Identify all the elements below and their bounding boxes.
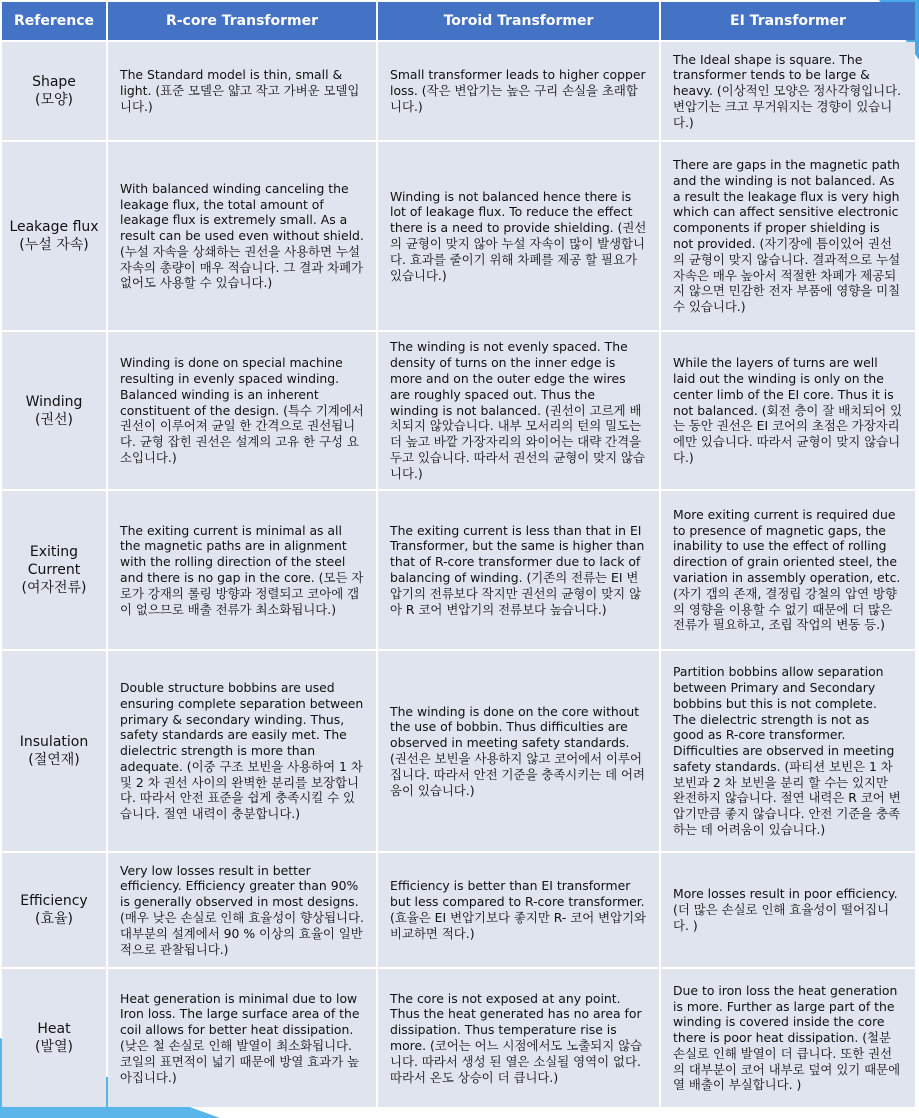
toroid-cell: The winding is not evenly spaced. The density of turns on the inner edge is more and on the outer edge the wires are roughly spaced out. Thus the winding is not balanced. (권선이 고르게 배치되지 않았습니다. 내부 모서리의 턴의 밀도는 더 높고 바깥 가장자리의 와이어는 대략 간격을두고 있습니다. 따라서 권선의 균형이 맞지 않습니다.) (378, 332, 659, 489)
header-rcore: R-core Transformer (108, 2, 376, 40)
rcore-cell: Winding is done on special machine resulting in evenly spaced winding. Balanced winding is an inherent constituent of the design. (특수 기계에서 권선이 이루어져 균일 한 간격으로 권선됩니다. 균형 잡힌 권선은 설계의 고유 한 구성 요소입니다.) (108, 332, 376, 489)
table-row-leakage-flux (2, 142, 915, 330)
reference-label-ko: (절연재) (28, 752, 80, 768)
header-reference: Reference (2, 2, 106, 40)
toroid-cell: The core is not exposed at any point. Thus the heat generated has no area for dissipation. Thus temperature rise is more. (코어는 어느 시점에서도 노출되지 않습니다. 따라서 생성 된 열은 소실될 영역이 없다. 따라서 온도 상승이 더 큽니다.) (378, 969, 659, 1107)
rcore-cell: Double structure bobbins are used ensuring complete separation between primary & secondary winding. Thus, safety standards are easily met. The dielectric strength is more than adequate. (이중 구조 보빈을 사용하여 1 차 및 2 차 권선 사이의 완벽한 분리를 보장합니다. 따라서 안전 표준을 쉽게 충족시킬 수 있습니다. 절연 내력이 충분합니다.) (108, 651, 376, 851)
ei-cell: There are gaps in the magnetic path and the winding is not balanced. As a result the leakage flux is very high which can affect sensitive electronic components if proper shielding is not provided. (자기장에 틈이있어 권선의 균형이 맞지 않습니다. 결과적으로 누설 자속은 매우 높아서 적절한 차폐가 제공되지 않으면 민감한 전자 부품에 영향을 미칠 수 있습니다.) (661, 142, 915, 330)
reference-cell (2, 42, 106, 140)
rcore-cell: The exiting current is minimal as all the magnetic paths are in alignment with the rolling direction of the steel and there is no gap in the core. (모든 자로가 강재의 롤링 방향과 정렬되고 코아에 갭이 없으므로 배출 전류가 최소화됩니다.) (108, 491, 376, 649)
ei-cell: More losses result in poor efficiency. (더 많은 손실로 인해 효율성이 떨어집니다. ) (661, 853, 915, 967)
table-row-efficiency (2, 853, 915, 967)
toroid-cell: The exiting current is less than that in EI Transformer, but the same is higher than that of R-core transformer due to lack of balancing of winding. (기존의 전류는 EI 변압기의 전류보다 작지만 권선의 균형이 맞지 않아 R 코어 변압기의 전류보다 높습니다.) (378, 491, 659, 649)
reference-label: Efficiency (20, 893, 88, 909)
table-row-heat (2, 969, 915, 1107)
ei-cell: The Ideal shape is square. The transformer tends to be large & heavy. (이상적인 모양은 정사각형입니다. 변압기는 크고 무거워지는 경향이 있습니다.) (661, 42, 915, 140)
reference-label-ko: (발열) (35, 1039, 73, 1055)
ei-cell: Partition bobbins allow separation between Primary and Secondary bobbins but this is not complete. The dielectric strength is not as good as R-core transformer. Difficulties are observed in meeting safety standards. (파티션 보빈은 1 차 보빈과 2 차 보빈을 분리 할 수는 있지만 완전하지 않습니다. 절연 내력은 R 코어 변압기만큼 좋지 않습니다. 안전 기준을 충족하는 데 어려움이 있습니다.) (661, 651, 915, 851)
rcore-cell: Heat generation is minimal due to low Iron loss. The large surface area of the coil allows for better heat dissipation. (낮은 철 손실로 인해 발열이 최소화됩니다. 코일의 표면적이 넓기 때문에 방열 효과가 높아집니다.) (108, 969, 376, 1107)
ei-cell: More exiting current is required due to presence of magnetic gaps, the inability to use the effect of rolling direction of grain oriented steel, the variation in assembly operation, etc. (자기 갭의 존재, 결정립 강철의 압연 방향의 영향을 이용할 수 없기 때문에 더 많은 전류가 필요하고, 조립 작업의 변동 등.) (661, 491, 915, 649)
reference-cell (2, 142, 106, 330)
reference-cell (2, 969, 106, 1107)
toroid-cell: Winding is not balanced hence there is lot of leakage flux. To reduce the effect there is a need to provide shielding. (권선의 균형이 맞지 않아 누설 자속이 많이 발생합니다. 효과를 줄이기 위해 차폐를 제공 할 필요가 있습니다.) (378, 142, 659, 330)
reference-cell (2, 651, 106, 851)
table-row-winding (2, 332, 915, 489)
rcore-cell: With balanced winding canceling the leakage flux, the total amount of leakage flux is extremely small. As a result can be used even without shield. (누설 자속을 상쇄하는 권선을 사용하면 누설 자속의 총량이 매우 적습니다. 그 결과 차폐가 없어도 사용할 수 있습니다.) (108, 142, 376, 330)
table-row-insulation (2, 651, 915, 851)
reference-label: Insulation (19, 734, 89, 750)
rcore-cell: Very low losses result in better efficiency. Efficiency greater than 90% is generally observed in most designs. (매우 낮은 손실로 인해 효율성이 향상됩니다. 대부분의 설계에서 90 % 이상의 효율이 일반적으로 관찰됩니다.) (108, 853, 376, 967)
ei-cell: While the layers of turns are well laid out the winding is only on the center limb of the EI core. Thus it is not balanced. (회전 층이 잘 배치되어 있는 동안 권선은 EI 코어의 초점은 가장자리에만 있습니다. 따라서 균형이 맞지 않습니다.) (661, 332, 915, 489)
table-row-shape (2, 42, 915, 140)
ei-cell: Due to iron loss the heat generation is more. Further as large part of the winding is covered inside the core there is poor heat dissipation. (철분 손실로 인해 발열이 더 큽니다. 또한 권선의 대부분이 코어 내부로 덮여 있기 때문에 열 배출이 부실합니다. ) (661, 969, 915, 1107)
reference-label-ko: (모양) (35, 92, 73, 108)
header-row (2, 2, 915, 40)
reference-cell (2, 853, 106, 967)
reference-cell (2, 491, 106, 649)
header-toroid: Toroid Transformer (378, 2, 659, 40)
reference-cell (2, 332, 106, 489)
rcore-cell: The Standard model is thin, small & light. (표준 모델은 얇고 작고 가벼운 모델입니다.) (108, 42, 376, 140)
reference-label-ko: (효율) (35, 911, 73, 927)
reference-label: Winding (25, 393, 83, 410)
header-ei: EI Transformer (661, 2, 915, 40)
reference-label-ko: (누설 자속) (19, 237, 89, 253)
table-row-exiting-current (2, 491, 915, 649)
toroid-cell: The winding is done on the core without the use of bobbin. Thus difficulties are observed in meeting safety standards. (권선은 보빈을 사용하지 않고 코어에서 이루어집니다. 따라서 안전 기준을 충족시키는 데 어려움이 있습니다.) (378, 651, 659, 851)
reference-label: Heat (37, 1021, 71, 1037)
reference-label: Shape (32, 74, 76, 90)
reference-label: Exiting Current (27, 544, 81, 578)
reference-label: Leakage flux (9, 219, 99, 235)
reference-label-ko: (권선) (35, 411, 73, 428)
reference-label-ko: (여자전류) (21, 580, 87, 596)
toroid-cell: Efficiency is better than EI transformer but less compared to R-core transformer. (효율은 EI 변압기보다 좋지만 R- 코어 변압기와 비교하면 적다.) (378, 853, 659, 967)
toroid-cell: Small transformer leads to higher copper loss. (작은 변압기는 높은 구리 손실을 초래합니다.) (378, 42, 659, 140)
